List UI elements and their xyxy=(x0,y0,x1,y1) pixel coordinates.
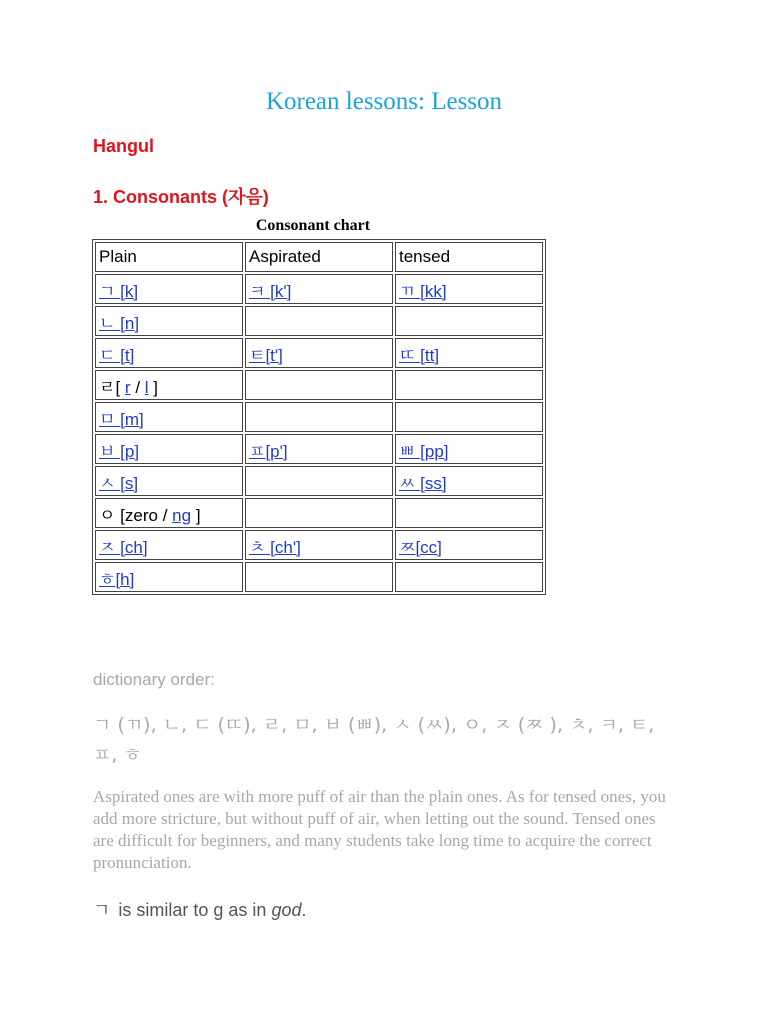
table-cell[interactable] xyxy=(95,338,243,368)
consonant-link[interactable]: ㅅ [s] xyxy=(99,473,139,494)
table-row xyxy=(95,530,543,560)
ieung-jamo: ㅇ xyxy=(99,505,116,526)
similar-text: is similar to g as in xyxy=(118,900,267,920)
table-row xyxy=(95,498,543,528)
dictionary-order-label: dictionary order: xyxy=(93,670,215,689)
consonant-link[interactable]: ㅎ[h] xyxy=(99,569,135,590)
rieul-separator: / xyxy=(135,377,141,397)
consonant-link[interactable]: ㅌ[t'] xyxy=(249,345,283,366)
table-cell[interactable] xyxy=(95,306,243,336)
table-row xyxy=(95,434,543,464)
table-cell[interactable] xyxy=(95,466,243,496)
table-cell-empty xyxy=(245,562,393,592)
consonant-chart xyxy=(92,239,546,595)
table-row xyxy=(95,466,543,496)
rieul-open-bracket: [ xyxy=(115,377,121,397)
l-link[interactable]: l xyxy=(144,377,149,397)
table-cell[interactable] xyxy=(395,434,543,464)
ieung-close-bracket: ] xyxy=(195,505,201,525)
r-link[interactable]: r xyxy=(124,377,131,397)
consonant-link[interactable]: ㅊ [ch'] xyxy=(249,537,301,558)
table-cell[interactable] xyxy=(95,402,243,432)
consonant-link[interactable]: ㄷ [t] xyxy=(99,345,135,366)
table-cell-empty xyxy=(395,306,543,336)
table-cell[interactable] xyxy=(245,434,393,464)
table-row xyxy=(95,562,543,592)
aspiration-paragraph: Aspirated ones are with more puff of air than the plain ones. As for tensed ones, you add more stricture, but without puff of air, when letting out the sound. Tensed ones are difficult for beginners, and many students take long time to acquire the correct pronunciation. xyxy=(93,787,666,872)
consonant-link[interactable]: ㄸ [tt] xyxy=(399,345,440,366)
table-row xyxy=(95,274,543,304)
consonant-link[interactable]: ㄴ [n] xyxy=(99,313,140,334)
table-row xyxy=(95,370,543,400)
consonant-link[interactable]: ㅆ [ss] xyxy=(399,473,447,494)
consonant-link[interactable]: ㅂ [p] xyxy=(99,441,140,462)
table-row xyxy=(95,338,543,368)
similar-end: . xyxy=(301,900,307,920)
table-cell-empty xyxy=(245,402,393,432)
similar-example: god xyxy=(271,900,302,920)
table-cell[interactable] xyxy=(395,338,543,368)
chart-caption: Consonant chart xyxy=(255,217,371,234)
table-cell-empty xyxy=(395,498,543,528)
similar-jamo: ㄱ xyxy=(93,900,111,921)
table-cell[interactable] xyxy=(95,530,243,560)
table-cell-empty xyxy=(245,466,393,496)
table-cell xyxy=(95,370,243,400)
rieul-close-bracket: ] xyxy=(153,377,159,397)
hangul-heading: Hangul xyxy=(93,136,154,156)
table-cell-empty xyxy=(245,306,393,336)
consonant-link[interactable]: ㅉ[cc] xyxy=(399,537,442,558)
table-cell[interactable] xyxy=(95,274,243,304)
consonant-link[interactable]: ㅋ [k'] xyxy=(249,281,292,302)
table-cell-empty xyxy=(395,562,543,592)
table-cell[interactable] xyxy=(395,530,543,560)
table-cell[interactable] xyxy=(245,530,393,560)
rieul-jamo: ㄹ xyxy=(99,377,116,398)
table-cell-empty xyxy=(245,498,393,528)
table-cell[interactable] xyxy=(395,274,543,304)
table-cell-empty xyxy=(395,370,543,400)
dictionary-order-list: ㄱ (ㄲ), ㄴ, ㄷ (ㄸ), ㄹ, ㅁ, ㅂ (ㅃ), ㅅ (ㅆ), ㅇ, ㅈ (ㅉ ), ㅊ, ㅋ, ㅌ, ㅍ, ㅎ xyxy=(93,714,655,766)
consonants-heading: 1. Consonants (자음) xyxy=(93,187,269,207)
consonant-link[interactable]: ㄱ [k] xyxy=(99,281,139,302)
table-cell[interactable] xyxy=(95,562,243,592)
table-header-row xyxy=(95,242,543,272)
consonant-link[interactable]: ㅍ[p'] xyxy=(249,441,288,462)
column-header-aspirated: Aspirated xyxy=(245,242,393,272)
ng-link[interactable]: ng xyxy=(172,505,192,525)
consonant-link[interactable]: ㅈ [ch] xyxy=(99,537,148,558)
consonant-link[interactable]: ㅃ [pp] xyxy=(399,441,449,462)
table-row xyxy=(95,306,543,336)
table-cell[interactable] xyxy=(395,466,543,496)
similar-note xyxy=(93,896,307,922)
consonant-link[interactable]: ㄲ [kk] xyxy=(399,281,447,302)
column-header-plain: Plain xyxy=(95,242,243,272)
table-cell[interactable] xyxy=(245,274,393,304)
table-cell[interactable] xyxy=(245,338,393,368)
table-cell[interactable] xyxy=(95,434,243,464)
consonant-link[interactable]: ㅁ [m] xyxy=(99,409,144,430)
table-cell xyxy=(95,498,243,528)
table-cell-empty xyxy=(245,370,393,400)
table-row xyxy=(95,402,543,432)
page-title: Korean lessons: Lesson xyxy=(265,88,503,115)
ieung-zero-label: [zero / xyxy=(120,505,168,525)
table-cell-empty xyxy=(395,402,543,432)
column-header-tensed: tensed xyxy=(395,242,543,272)
